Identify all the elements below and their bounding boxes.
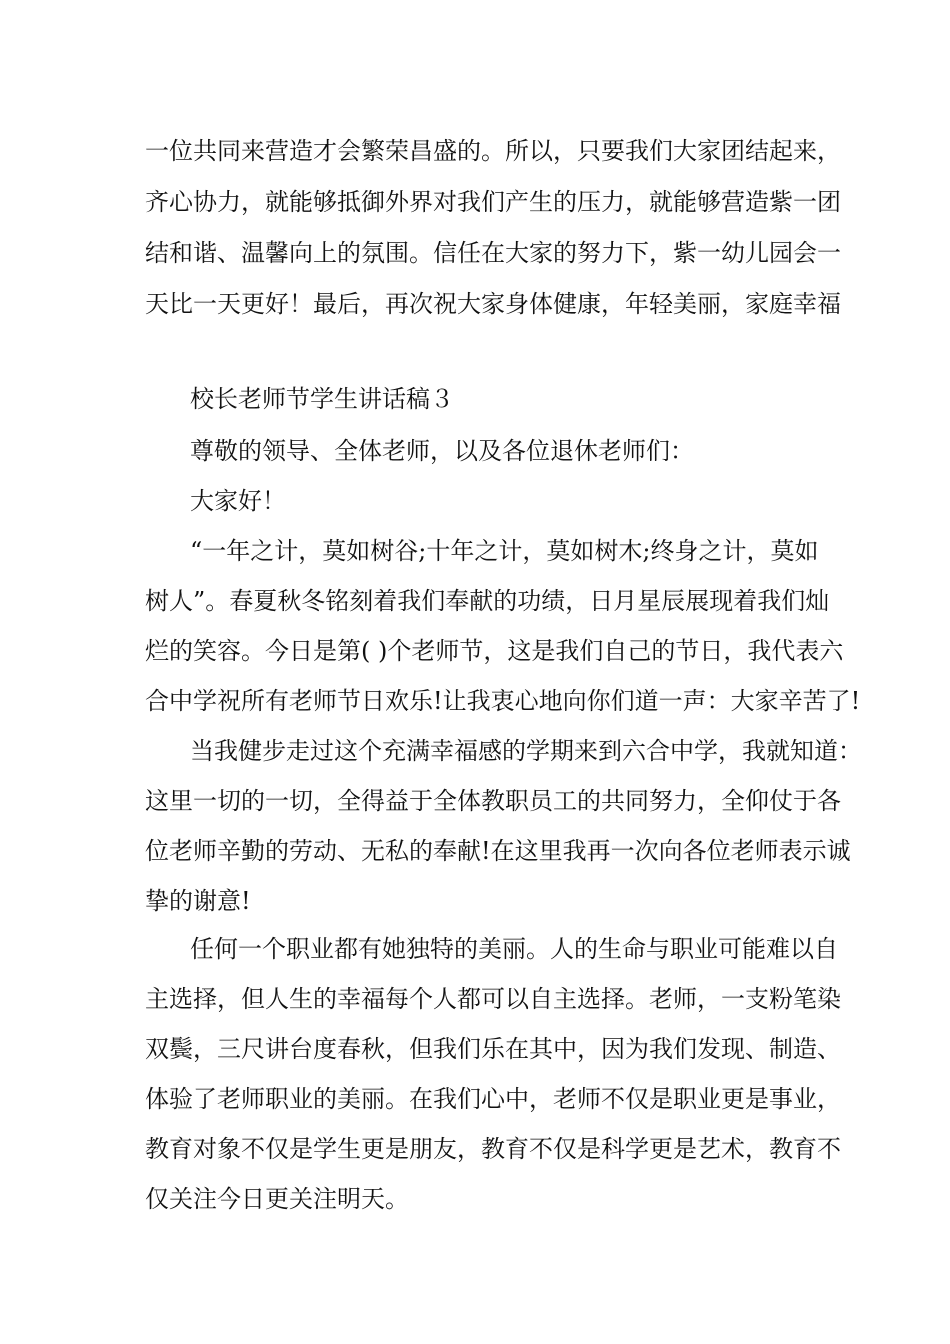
text-line: 这里一切的一切，全得益于全体教职员工的共同努力，全仰仗于各: [145, 787, 841, 815]
text-line: 双鬓，三尺讲台度春秋，但我们乐在其中，因为我们发现、制造、: [145, 1035, 841, 1063]
text-line: 仅关注今日更关注明天。: [145, 1185, 409, 1213]
text-line: 任何一个职业都有她独特的美丽。人的生命与职业可能难以自: [190, 935, 838, 963]
text-line: 主选择，但人生的幸福每个人都可以自主选择。老师，一支粉笔染: [145, 985, 841, 1013]
text-line: 天比一天更好！最后，再次祝大家身体健康，年轻美丽，家庭幸福: [145, 290, 841, 318]
text-line: 当我健步走过这个充满幸福感的学期来到六合中学，我就知道：: [190, 737, 862, 765]
salutation: 尊敬的领导、全体老师，以及各位退休老师们：: [190, 437, 694, 465]
text-line: 体验了老师职业的美丽。在我们心中，老师不仅是职业更是事业，: [145, 1085, 841, 1113]
text-line: 树人”。春夏秋冬铭刻着我们奉献的功绩，日月星辰展现着我们灿: [145, 587, 830, 615]
text-line: 齐心协力，就能够抵御外界对我们产生的压力，就能够营造紫一团: [145, 188, 841, 216]
text-line: 位老师辛勤的劳动、无私的奉献!在这里我再一次向各位老师表示诚: [145, 837, 851, 865]
text-line: “一年之计，莫如树谷;十年之计，莫如树木;终身之计，莫如: [190, 537, 819, 565]
greeting: 大家好！: [190, 487, 286, 515]
text-line: 挚的谢意!: [145, 887, 251, 915]
section-title: 校长老师节学生讲话稿３: [190, 385, 454, 413]
text-line: 结和谐、温馨向上的氛围。信任在大家的努力下，紫一幼儿园会一: [145, 239, 841, 267]
text-line: 合中学祝所有老师节日欢乐!让我衷心地向你们道一声：大家辛苦了!: [145, 687, 861, 715]
text-line: 一位共同来营造才会繁荣昌盛的。所以，只要我们大家团结起来，: [145, 137, 841, 165]
text-line: 烂的笑容。今日是第( )个老师节，这是我们自己的节日，我代表六: [145, 637, 844, 665]
text-line: 教育对象不仅是学生更是朋友，教育不仅是科学更是艺术，教育不: [145, 1135, 841, 1163]
